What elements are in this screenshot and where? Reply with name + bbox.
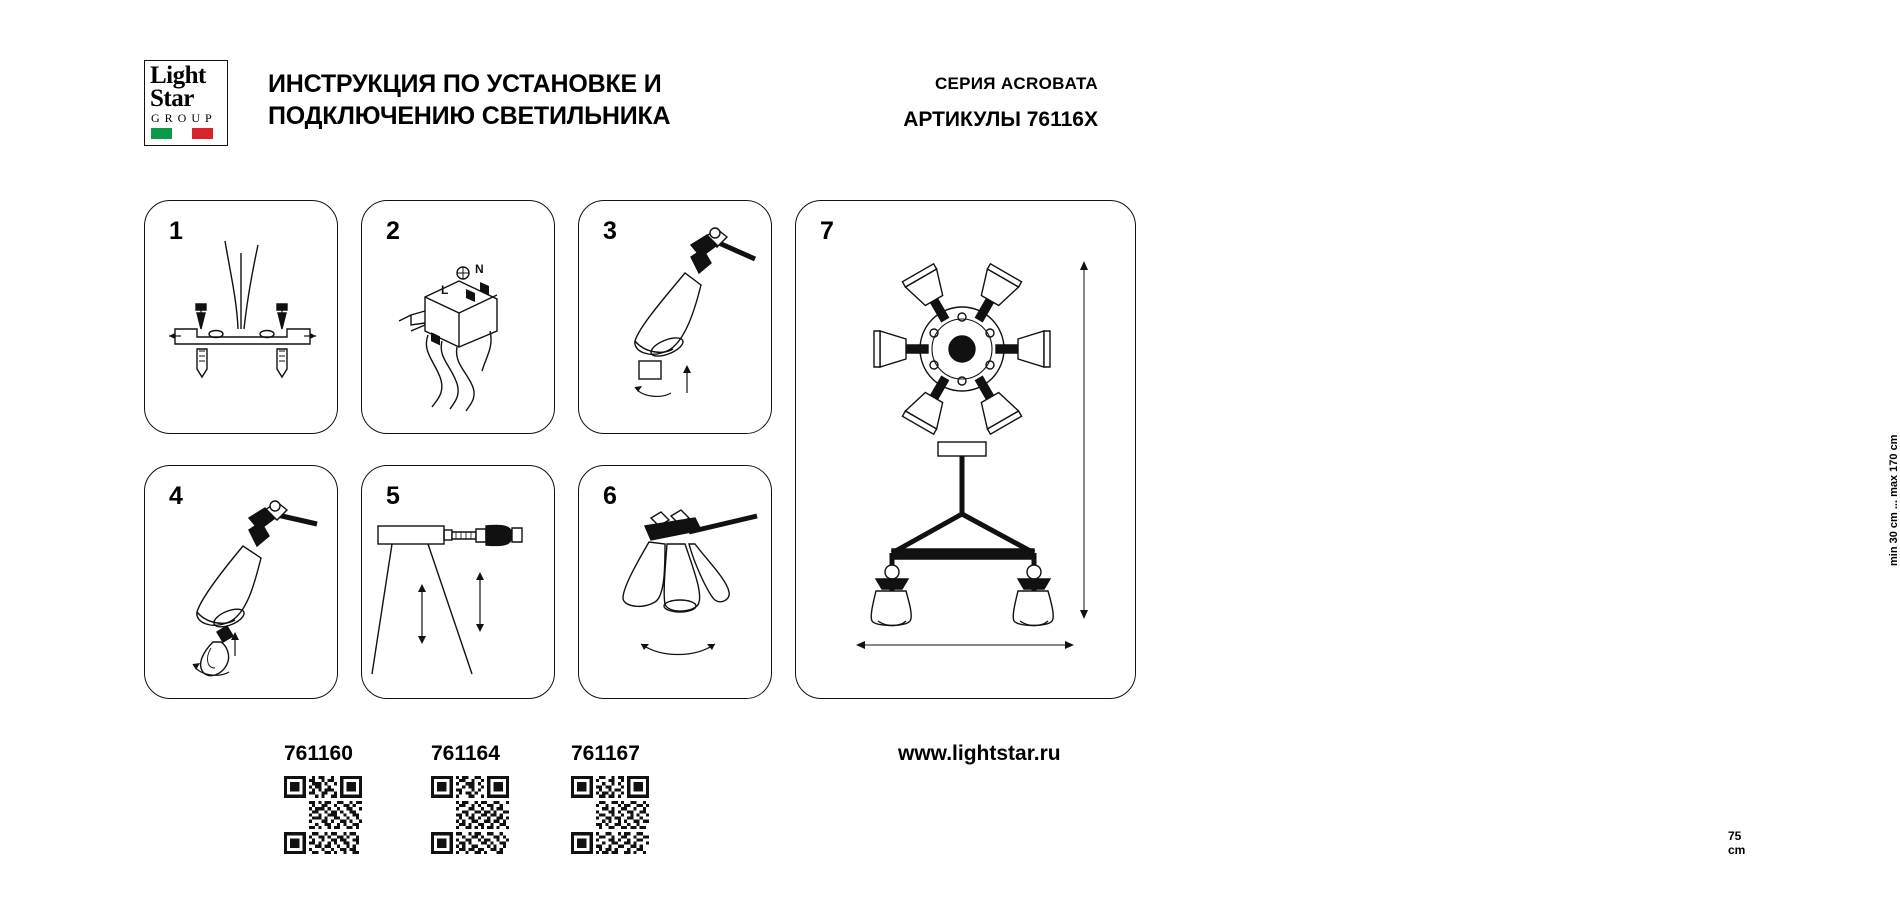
product-code-label: 761164 bbox=[431, 742, 500, 765]
step-3-number: 3 bbox=[603, 217, 617, 245]
logo-line-3: G R O U P bbox=[151, 111, 213, 125]
qr-code-761167 bbox=[571, 776, 649, 854]
product-code-item bbox=[284, 742, 362, 854]
series-label: СЕРИЯ ACROBATA bbox=[934, 74, 1098, 93]
label-neutral: N bbox=[475, 262, 484, 276]
step-2-illustration bbox=[362, 201, 556, 435]
italian-flag-icon bbox=[151, 128, 213, 139]
product-code-item bbox=[571, 742, 649, 854]
page-title-line-1: ИНСТРУКЦИЯ ПО УСТАНОВКЕ И bbox=[268, 70, 662, 98]
step-3-panel bbox=[578, 200, 772, 434]
step-7-number: 7 bbox=[820, 217, 834, 245]
step-2-panel bbox=[361, 200, 555, 434]
page-title bbox=[268, 68, 708, 132]
step-5-number: 5 bbox=[386, 482, 400, 510]
logo-line-1: Light bbox=[150, 62, 206, 89]
product-code-item bbox=[431, 742, 509, 854]
step-7-illustration bbox=[796, 201, 1137, 700]
step-1-number: 1 bbox=[169, 217, 183, 245]
label-live: L bbox=[441, 283, 449, 297]
step-4-number: 4 bbox=[169, 482, 183, 510]
step-6-illustration bbox=[579, 466, 773, 700]
step-4-illustration bbox=[145, 466, 339, 700]
step-6-panel bbox=[578, 465, 772, 699]
step-5-illustration bbox=[362, 466, 556, 700]
step-5-panel bbox=[361, 465, 555, 699]
step-2-number: 2 bbox=[386, 217, 400, 245]
width-dimension-label: 75 cm bbox=[1728, 829, 1746, 857]
product-code-label: 761167 bbox=[571, 742, 640, 765]
product-code-label: 761160 bbox=[284, 742, 353, 765]
step-1-illustration bbox=[145, 201, 339, 435]
height-dimension-label: min 30 cm ... max 170 cm bbox=[1888, 434, 1900, 566]
step-4-panel bbox=[144, 465, 338, 699]
logo-line-2: Star bbox=[150, 85, 194, 112]
page-title-line-2: ПОДКЛЮЧЕНИЮ СВЕТИЛЬНИКА bbox=[268, 102, 671, 130]
lightstar-logo bbox=[144, 60, 228, 146]
step-1-panel bbox=[144, 200, 338, 434]
qr-code-761160 bbox=[284, 776, 362, 854]
step-3-illustration bbox=[579, 201, 773, 435]
step-6-number: 6 bbox=[603, 482, 617, 510]
qr-code-761164 bbox=[431, 776, 509, 854]
website-link[interactable]: www.lightstar.ru bbox=[898, 742, 1061, 765]
articles-label: АРТИКУЛЫ 76116X bbox=[903, 108, 1098, 131]
